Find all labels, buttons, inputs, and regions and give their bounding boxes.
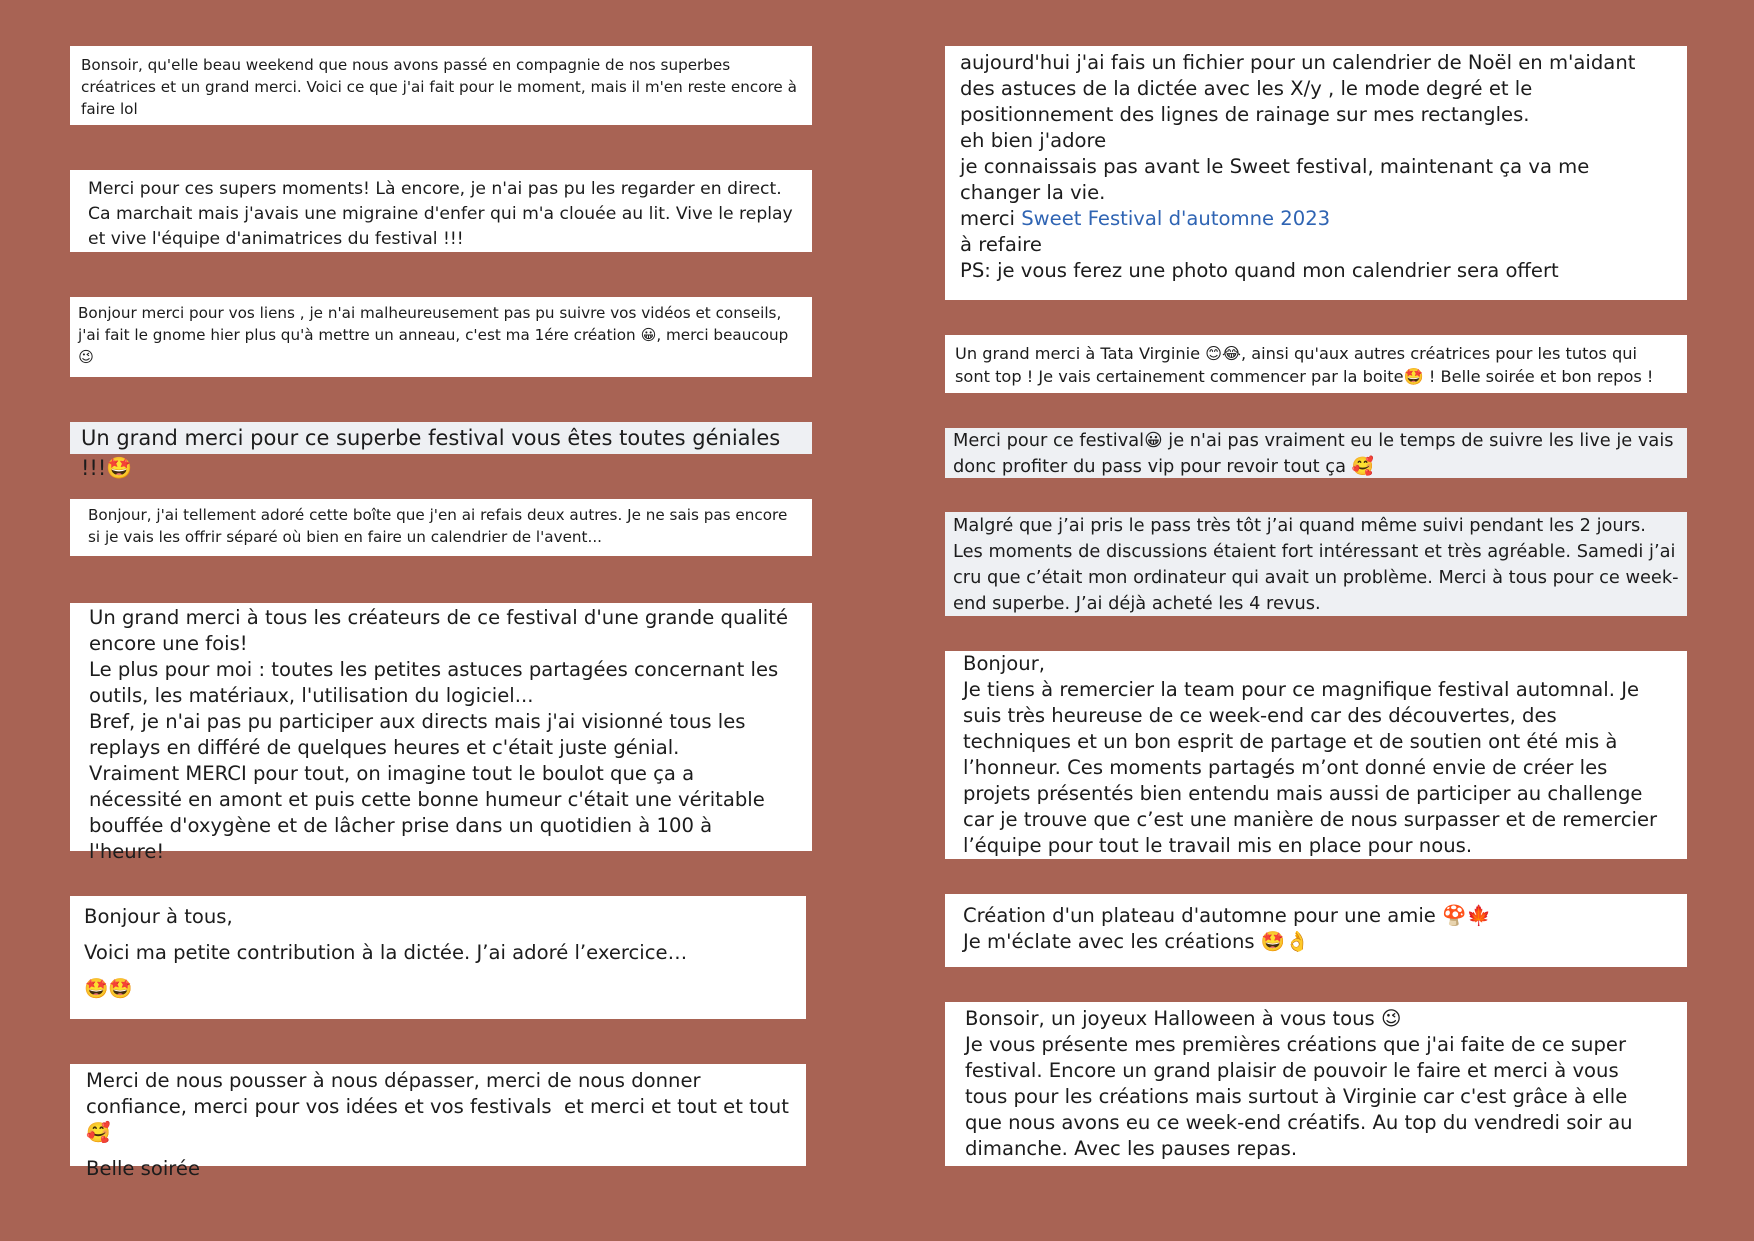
comment-card-3 [70, 297, 812, 377]
comment-card-8 [70, 1064, 806, 1180]
comment-text: aujourd'hui j'ai fais un fichier pour un calendrier de Noël en m'aidant des astuces de la dictée avec les X/y , le mode degré et le positionnement des lignes de rainage sur mes rectangles. eh bien j'adore je connaissais pas avant le Sweet festival, maintenant ça va me changer la vie. merci Sweet Festival d'automne 2023 à refaire PS: je vous ferez une photo quand mon calendrier sera offert [960, 51, 1636, 282]
comment-card-13 [945, 651, 1687, 859]
comment-text: Un grand merci à tous les créateurs de ce festival d'une grande qualité encore une fois! Le plus pour moi : toutes les petites astuces partagées concernant les outils, les matériaux, l'utilisation du logiciel... Bref, je n'ai pas pu participer aux directs mais j'ai visionné tous les replays en différé de quelques heures et c'était juste génial. Vraiment MERCI pour tout, on imagine tout le boulot que ça a nécessité en amont et puis cette bonne humeur c'était une véritable bouffée d'oxygène et de lâcher prise dans un quotidien à 100 à l'heure! [89, 606, 788, 863]
comment-card-1 [70, 46, 812, 125]
comment-greeting: Bonjour à tous, [84, 905, 233, 928]
comment-card-10 [945, 335, 1687, 393]
comment-card-4 [70, 422, 812, 480]
comment-card-9 [945, 46, 1687, 300]
comment-text: Un grand merci pour ce superbe festival vous êtes toutes géniales !!!🤩 [81, 426, 787, 480]
comment-text: Voici ma petite contribution à la dictée. J’ai adoré l’exercice… [84, 941, 688, 964]
festival-link[interactable]: Sweet Festival d'automne 2023 [1021, 207, 1331, 230]
comment-text: Merci de nous pousser à nous dépasser, merci de nous donner confiance, merci pour vos idées et vos festivals et merci et tout et tout 🥰 [86, 1069, 796, 1144]
comment-card-12 [945, 512, 1687, 616]
comment-text: Merci pour ces supers moments! Là encore, je n'ai pas pu les regarder en direct. Ca marchait mais j'avais une migraine d'enfer qui m'a clouée au lit. Vive le replay et vive l'équipe d'animatrices du festival !!! [88, 179, 799, 249]
comment-card-6 [70, 603, 812, 863]
comment-card-5 [70, 499, 812, 556]
comment-text: Création d'un plateau d'automne pour une amie 🍄🍁 Je m'éclate avec les créations 🤩👌 [963, 904, 1491, 953]
comment-card-14 [945, 894, 1687, 967]
comment-text: Un grand merci à Tata Virginie 😊😂, ainsi qu'aux autres créatrices pour les tutos qui sont top ! Je vais certainement commencer par la boite🤩 ! Belle soirée et bon repos ! [955, 344, 1654, 386]
comment-text: Bonjour, j'ai tellement adoré cette boîte que j'en ai refais deux autres. Je ne sais pas encore si je vais les offrir séparé où bien en faire un calendrier de l'avent... [88, 506, 793, 546]
comment-card-11 [945, 428, 1687, 478]
comment-text: Bonjour, Je tiens à remercier la team pour ce magnifique festival automnal. Je suis très heureuse de ce week-end car des découvertes, des techniques et un bon esprit de partage et de soutien ont été mis à l’honneur. Ces moments partagés m’ont donné envie de créer les projets présentés bien entendu mais aussi de participer au challenge car je trouve que c’est une manière de nous surpasser et de remercier l’équipe pour tout le travail mis en place pour nous. [963, 652, 1658, 857]
comment-text: Bonjour merci pour vos liens , je n'ai malheureusement pas pu suivre vos vidéos et conseils, j'ai fait le gnome hier plus qu'à mettre un anneau, c'est ma 1ére création 😀, merci beaucoup 😉 [78, 304, 794, 366]
comment-text: Bonsoir, un joyeux Halloween à vous tous 😉 Je vous présente mes premières créations que j'ai faite de ce super festival. Encore un grand plaisir de pouvoir le faire et merci à vous tous pour les créations mais surtout à Virginie car c'est grâce à elle que nous avons eu ce week-end créatifs. Au top du vendredi soir au dimanche. Avec les pauses repas. [965, 1007, 1633, 1160]
comment-signoff: Belle soirée [86, 1157, 201, 1180]
emoji-reaction: 🤩🤩 [84, 977, 133, 1000]
comment-text: Malgré que j’ai pris le pass très tôt j’ai quand même suivi pendant les 2 jours. Les moments de discussions étaient fort intéressant et très agréable. Samedi j’ai cru que c’était mon ordinateur qui avait un problème. Merci à tous pour ce week-end superbe. J’ai déjà acheté les 4 revus. [953, 515, 1682, 614]
comment-card-7 [70, 896, 806, 1019]
comment-card-15 [945, 1002, 1687, 1166]
comment-card-2 [70, 170, 812, 252]
comment-text: Merci pour ce festival😀 je n'ai pas vraiment eu le temps de suivre les live je vais donc profiter du pass vip pour revoir tout ça 🥰 [953, 430, 1680, 477]
comment-text: Bonsoir, qu'elle beau weekend que nous avons passé en compagnie de nos superbes créatrices et un grand merci. Voici ce que j'ai fait pour le moment, mais il m'en reste encore à faire lol [81, 56, 802, 118]
